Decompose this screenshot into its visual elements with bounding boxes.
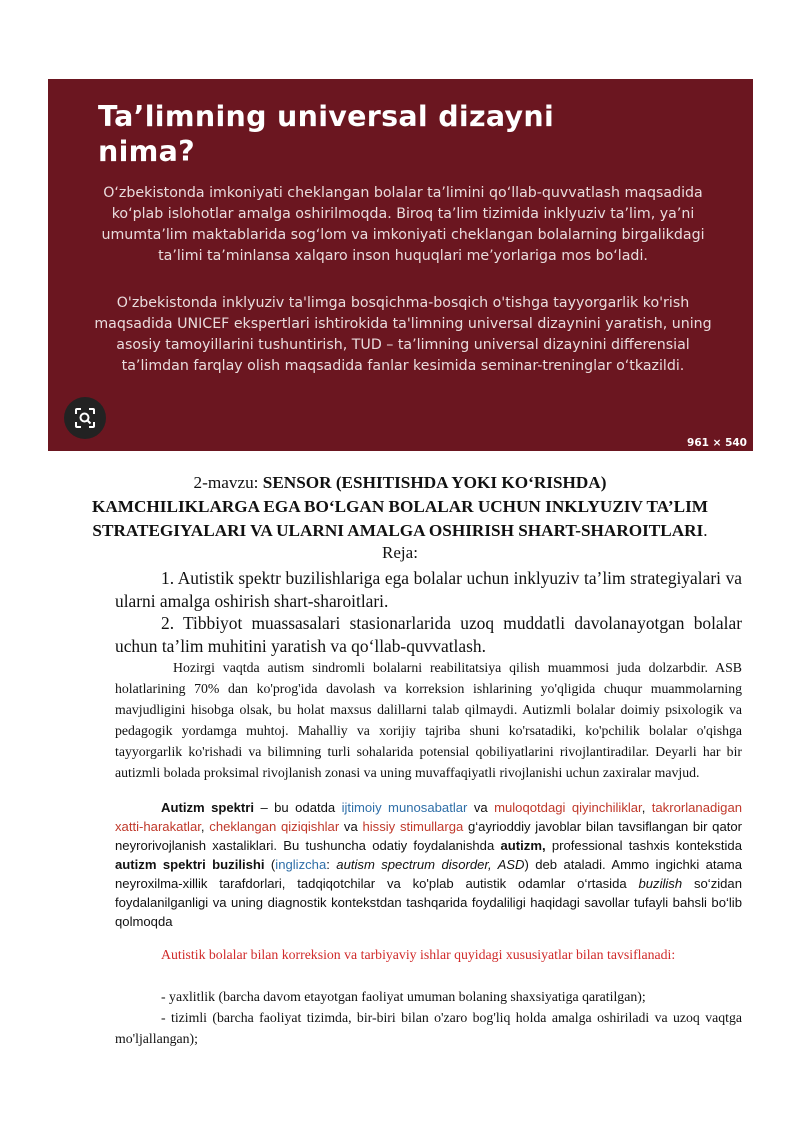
link-takrorlanadigan-xatti-harakatlar[interactable]: takrorlanadigan xatti-harakatlar [115, 800, 743, 834]
link-inglizcha[interactable]: inglizcha [275, 857, 327, 872]
feature-item: - yaxlitlik (barcha davom etayotgan faoliyat umuman bolaning shaxsiyatiga qaratilgan); [161, 989, 646, 1004]
link-muloqotdagi-qiyinchiliklar[interactable]: muloqotdagi qiyinchiliklar [494, 800, 642, 815]
features-intro: Autistik bolalar bilan korreksion va tarbiyaviy ishlar quyidagi xususiyatlar bilan tavsiflanadi: [161, 947, 676, 962]
topic-heading-line-2: KAMCHILIKLARGA EGA BO‘LGAN BOLALAR UCHUN INKLYUZIV TA’LIM [92, 497, 708, 516]
link-cheklangan-qiziqishlar[interactable]: cheklangan qiziqishlar [209, 819, 340, 834]
definition-paragraph: Autizm spektri – bu odatda ijtimoiy munosabatlar va muloqotdagi qiyinchiliklar, takrorlanadigan xatti-harakatlar, cheklangan qiziqishlar va hissiy stimullarga g‘ayrioddiy javoblar bilan tavsiflangan bir qator neyrorivojlanish xastaliklari. Bu tushuncha odatiy foydalanishda autizm, professional tashxis kontekstida autizm spektri buzilishi (inglizcha: autism spectrum disorder, ASD) deb ataladi. Ammo ingichki atama neyroxilma-xillik tarafdorlari, tadqiqotchilar va ko'plab autistik odamlar o‘rtasida buzilish so‘zidan foydalanilganligi va uning diagnostik kontekstdan tashqarida foydaliligi haqidagi savollar tufayli bahsli bo‘lib qolmoqda [115, 800, 743, 929]
plan-item: 1. Autistik spektr buzilishlariga ega bolalar uchun inklyuziv ta’lim strategiyalari va ularni amalga oshirish shart-sharoitlari. [115, 568, 743, 611]
topic-heading-line-3: STRATEGIYALARI VA ULARNI AMALGA OSHIRISH SHART-SHAROITLARI. [92, 521, 708, 540]
lens-search-icon[interactable] [64, 397, 106, 439]
banner-title: Ta’limning universal dizayni nima? [98, 100, 555, 168]
banner-paragraph-1: O‘zbekistonda imkoniyati cheklangan bolalar ta’limini qo‘llab-quvvatlash maqsadida ko‘plab islohotlar amalga oshirilmoqda. Biroq ta’lim tizimida inklyuziv ta’lim, ya’ni umumta’lim maktablarida sog‘lom va imkoniyati cheklangan bolalarning birgalikdagi ta’limi ta’minlansa xalqaro inson huquqlari me’yorlariga mos bo‘ladi. [101, 185, 705, 264]
topic-heading-line-1: 2-mavzu: SENSOR (ESHITISHDA YOKI KO‘RISHDA) [193, 473, 607, 492]
plan-item: 2. Tibbiyot muassasalari stasionarlarida uzoq muddatli davolanayotgan bolalar uchun ta’lim muhitini yaratish va qo‘llab-quvvatlash. [115, 613, 742, 656]
banner-image [48, 79, 753, 451]
image-dimensions: 961 × 540 [687, 437, 747, 449]
plan-title: Reja: [382, 543, 418, 562]
link-hissiy-stimullarga[interactable]: hissiy stimullarga [362, 819, 464, 834]
body-paragraph: Hozirgi vaqtda autism sindromli bolalarni reabilitatsiya qilish muammosi juda dolzarbdir. ASB holatlarining 70% dan ko'prog'ida davolash va korreksion ishlarining yo'qligida chuqur muammolarning mavjudligini hisobga olsak, bu holat maxsus dalillarni talab qilmaydi. Autizmli bolalar doimiy psixologik va pedagogik yordamga muhtoj. Mahalliy va xorijiy tajriba shuni ko'rsatadiki, ko'pchilik bolalar o'qishga tayyorgarlik ko'rishadi va bilimning turli sohalarida potensial qobiliyatlarini rivojlantiradilar. Deyarli har bir autizmli bolada proksimal rivojlanish zonasi va uning muvaffaqiyatli rivojlanishi uchun zaxiralar mavjud. [115, 660, 742, 780]
banner-paragraph-2: O'zbekistonda inklyuziv ta'limga bosqichma-bosqich o'tishga tayyorgarlik ko'rish maqsadida UNICEF ekspertlari ishtirokida ta'limning universal dizaynini yaratish, uning asosiy tamoyillarini tushuntirish, TUD – ta’limning universal dizaynini differensial ta’limdan farqlay olish maqsadida fanlar kesimida seminar-treninglar o‘tkazildi. [94, 295, 712, 374]
link-ijtimoiy-munosabatlar[interactable]: ijtimoiy munosabatlar [341, 800, 468, 815]
feature-item: - tizimli (barcha faoliyat tizimda, bir-biri bilan o'zaro bog'liq holda amalga oshiriladi va uzoq vaqtga mo'ljallangan); [115, 1010, 742, 1046]
